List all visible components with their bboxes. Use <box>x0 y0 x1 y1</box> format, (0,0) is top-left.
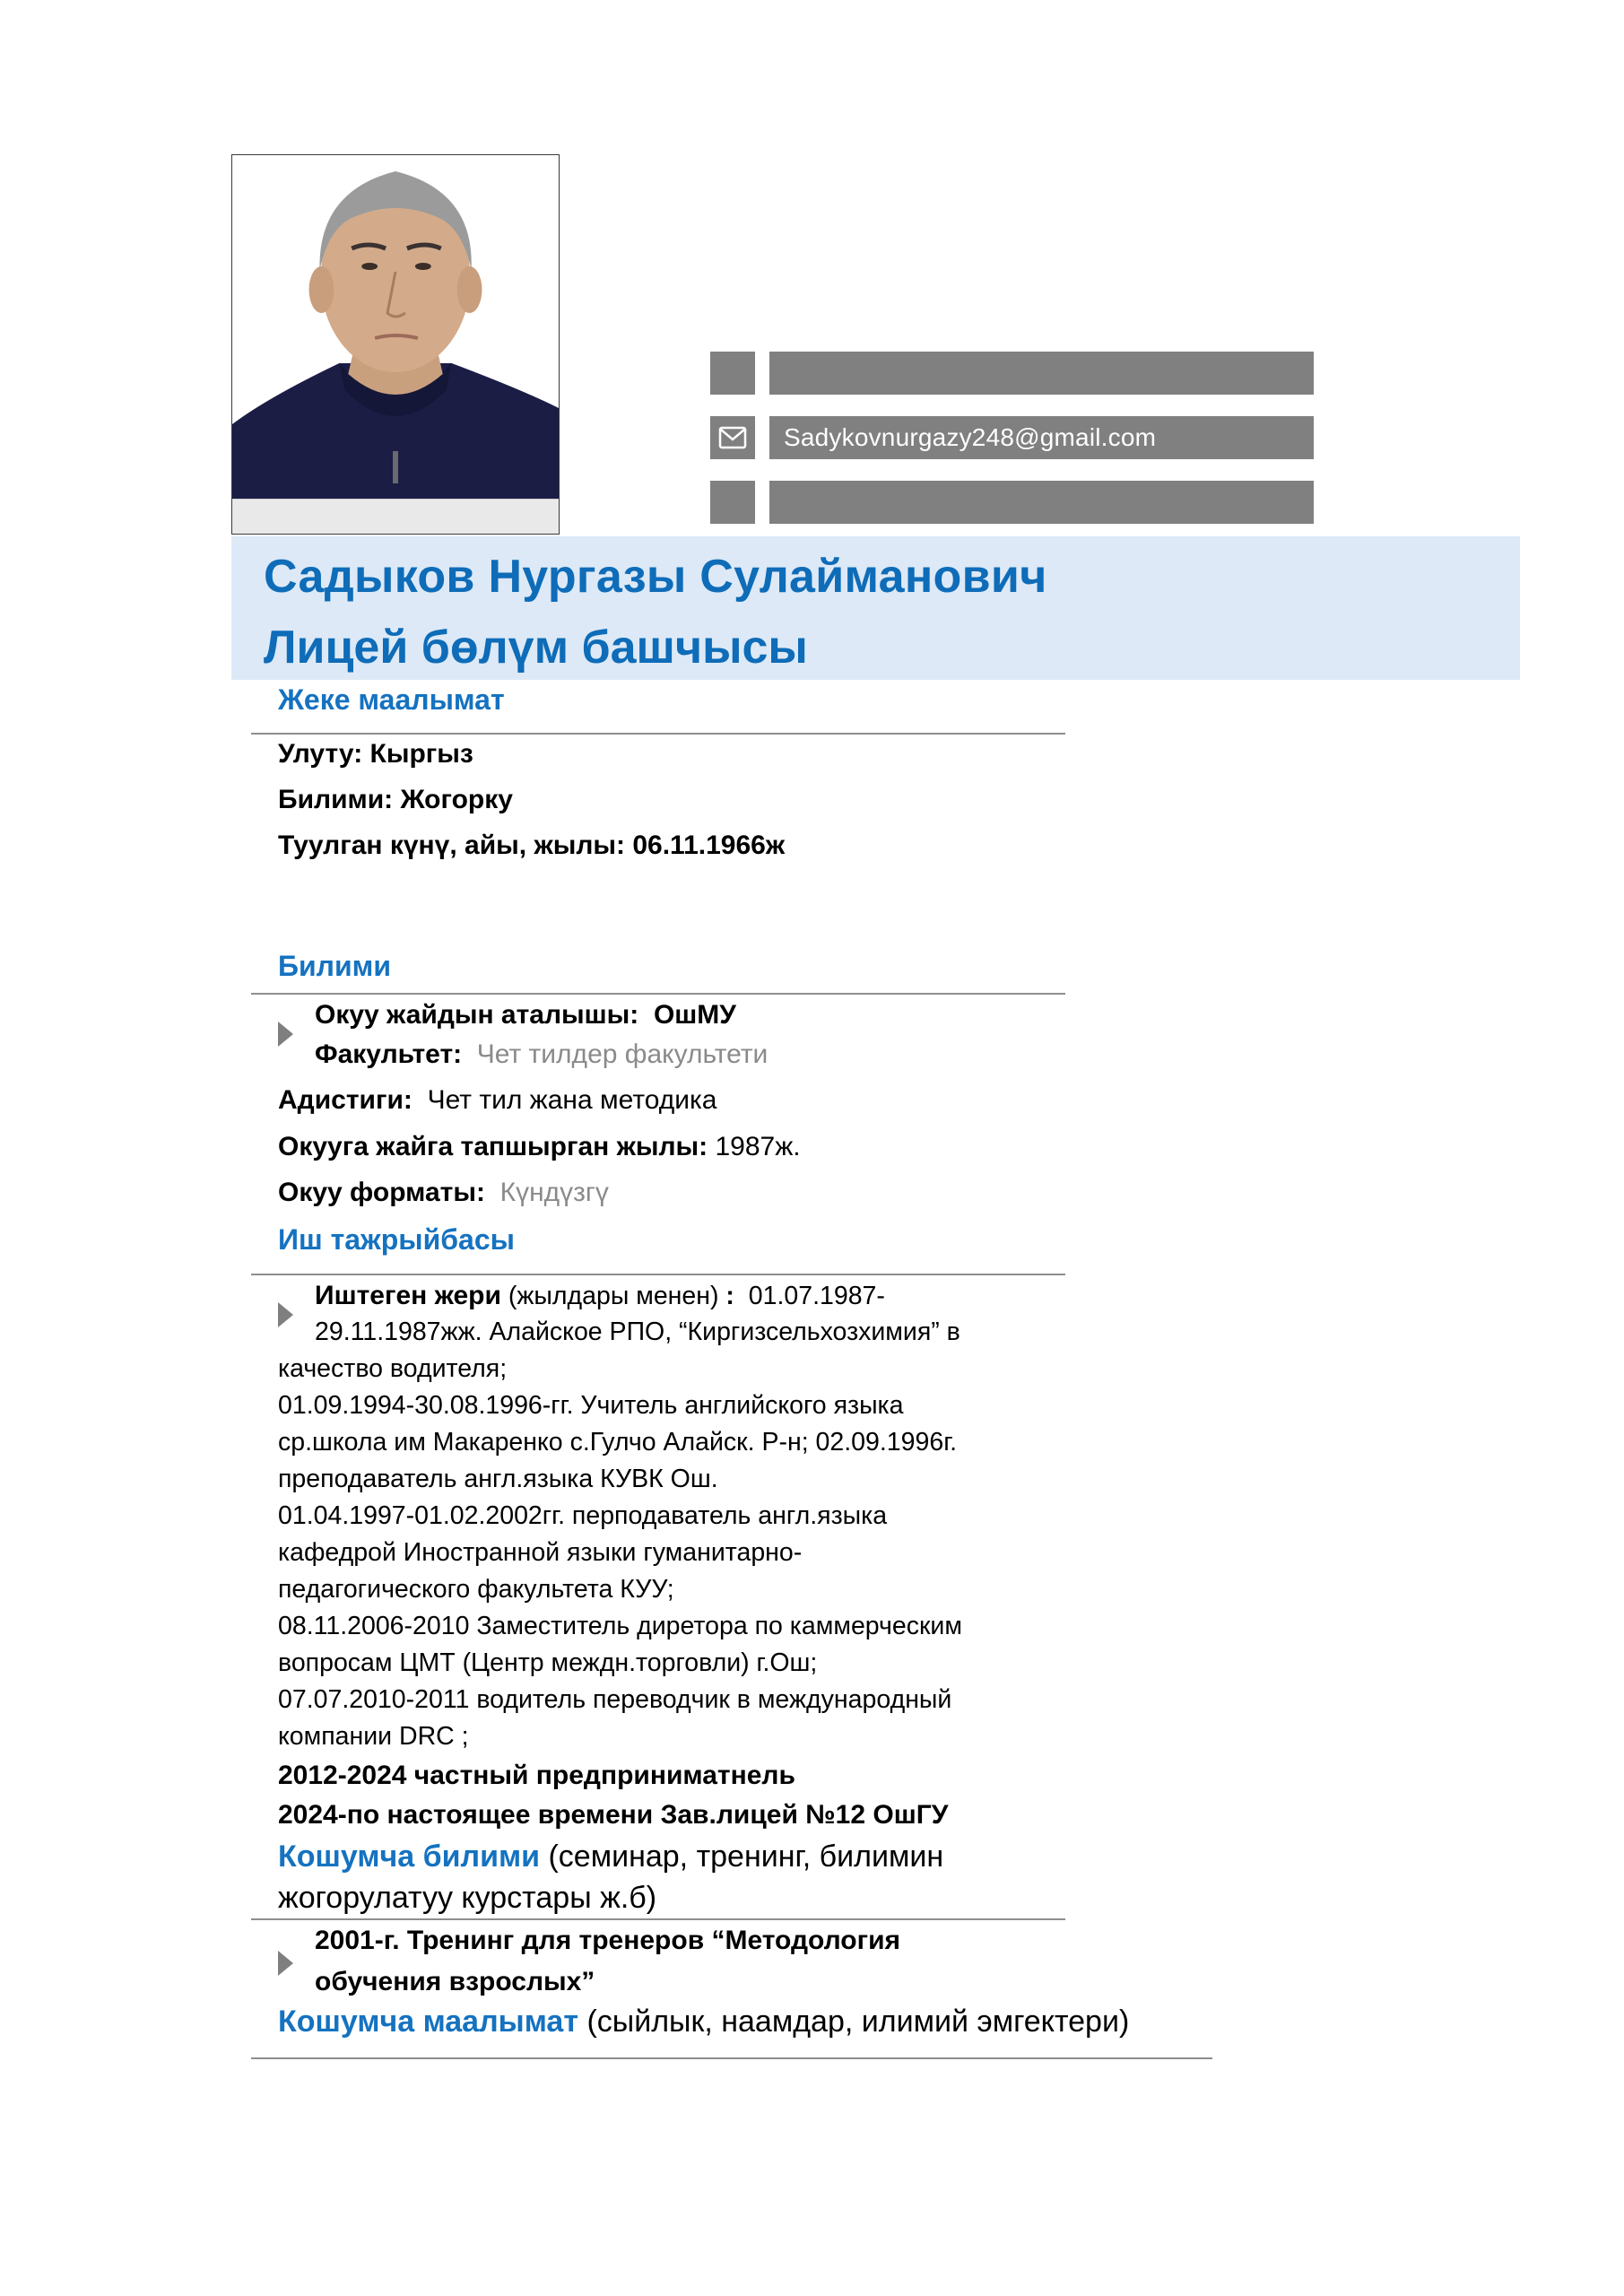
email-bar[interactable] <box>769 416 1314 459</box>
workplace-label: Иштеген жери <box>315 1281 501 1310</box>
additional-education-note: (семинар, тренинг, билимин <box>548 1839 944 1874</box>
bullet-triangle-icon <box>278 1951 293 1976</box>
person-name: Садыков Нургазы Сулайманович <box>264 551 1047 603</box>
year-value: 1987ж. <box>715 1132 801 1161</box>
experience-line: преподаватель англ.языка КУВК Ош. <box>278 1465 718 1493</box>
contact-icon-box-3 <box>710 481 755 524</box>
experience-line: 29.11.1987жж. Алайское РПО, “Киргизсельхозхимия” в <box>315 1318 960 1346</box>
workplace-colon: : <box>725 1282 734 1310</box>
experience-line: качество водителя; <box>278 1354 508 1383</box>
envelope-glyph <box>718 426 747 449</box>
faculty-row <box>315 1039 768 1070</box>
additional-info-heading-row <box>278 2005 1129 2039</box>
section-heading-additional-education: Кошумча билими <box>278 1839 541 1874</box>
divider <box>251 733 1065 735</box>
year-label: Окууга жайга тапшырган жылы: <box>278 1132 708 1161</box>
additional-education-note-2: жогорулатуу курстары ж.б) <box>278 1881 657 1915</box>
year-row <box>278 1132 801 1162</box>
workplace-note: (жылдары менен) <box>508 1282 719 1310</box>
person-role: Лицей бөлүм башчысы <box>264 622 808 674</box>
divider <box>251 993 1065 995</box>
specialty-label: Адистиги: <box>278 1085 413 1115</box>
institution-label: Окуу жайдын аталышы: <box>315 1000 639 1030</box>
experience-line: 01.04.1997-01.02.2002гг. перподаватель англ.языка <box>278 1501 888 1530</box>
experience-line: кафедрой Иностранной языки гуманитарно- <box>278 1538 803 1567</box>
experience-line: ср.школа им Макаренко с.Гулчо Алайск. Р-н; 02.09.1996г. <box>278 1428 958 1457</box>
bullet-triangle-icon <box>278 1302 293 1327</box>
institution-value: ОшМУ <box>653 1000 736 1030</box>
experience-line: педагогического факультета КУУ; <box>278 1575 674 1604</box>
bullet-triangle-icon <box>278 1022 293 1047</box>
divider <box>251 1918 1065 1920</box>
section-heading-personal: Жеке маалымат <box>278 683 505 716</box>
experience-line: вопросам ЦМТ (Центр междн.торговли) г.Ош; <box>278 1648 818 1677</box>
format-row <box>278 1178 609 1208</box>
workplace-first-date: 01.07.1987- <box>748 1282 885 1310</box>
experience-line: компании DRC ; <box>278 1722 469 1751</box>
portrait-image <box>232 155 559 501</box>
birth-date: Туулган күнү, айы, жылы: 06.11.1966ж <box>278 831 786 860</box>
mail-icon <box>710 416 755 459</box>
contact-bar-1 <box>769 352 1314 395</box>
format-label: Окуу форматы: <box>278 1178 485 1207</box>
experience-line: 01.09.1994-30.08.1996-гг. Учитель английского языка <box>278 1391 904 1420</box>
specialty-value: Чет тил жана методика <box>427 1085 717 1115</box>
format-value: Күндүзгү <box>499 1178 609 1207</box>
experience-bold-line: 2012-2024 частный предприниматнель <box>278 1761 795 1790</box>
contact-bar-3 <box>769 481 1314 524</box>
profile-photo <box>231 154 560 535</box>
section-heading-education: Билими <box>278 950 392 982</box>
divider <box>251 1274 1065 1275</box>
section-heading-additional-info: Кошумча маалымат <box>278 2005 578 2039</box>
nationality: Улуту: Кыргыз <box>278 739 473 769</box>
experience-bold-line: 2024-по настоящее времени Зав.лицей №12 ОшГУ <box>278 1800 949 1830</box>
contact-icon-box-1 <box>710 352 755 395</box>
specialty-row <box>278 1085 717 1116</box>
training-item: обучения взрослых” <box>315 1967 595 1996</box>
faculty-label: Факультет: <box>315 1039 463 1069</box>
additional-info-note: (сыйлык, наамдар, илимий эмгектери) <box>586 2005 1130 2039</box>
experience-line: 08.11.2006-2010 Заместитель диретора по каммерческим <box>278 1612 962 1640</box>
photo-caption-strip <box>232 499 559 534</box>
additional-education-heading-row <box>278 1839 943 1874</box>
divider <box>251 2057 1212 2059</box>
faculty-value: Чет тилдер факультети <box>476 1039 769 1069</box>
training-item: 2001-г. Тренинг для тренеров “Методология <box>315 1926 901 1955</box>
education-level: Билими: Жогорку <box>278 785 513 814</box>
experience-first-row <box>315 1281 885 1311</box>
experience-line: 07.07.2010-2011 водитель переводчик в международный <box>278 1685 952 1714</box>
section-heading-experience: Иш тажрыйбасы <box>278 1223 515 1256</box>
email-text[interactable]: Sadykovnurgazy248@gmail.com <box>784 423 1157 451</box>
institution-row <box>315 1000 736 1031</box>
